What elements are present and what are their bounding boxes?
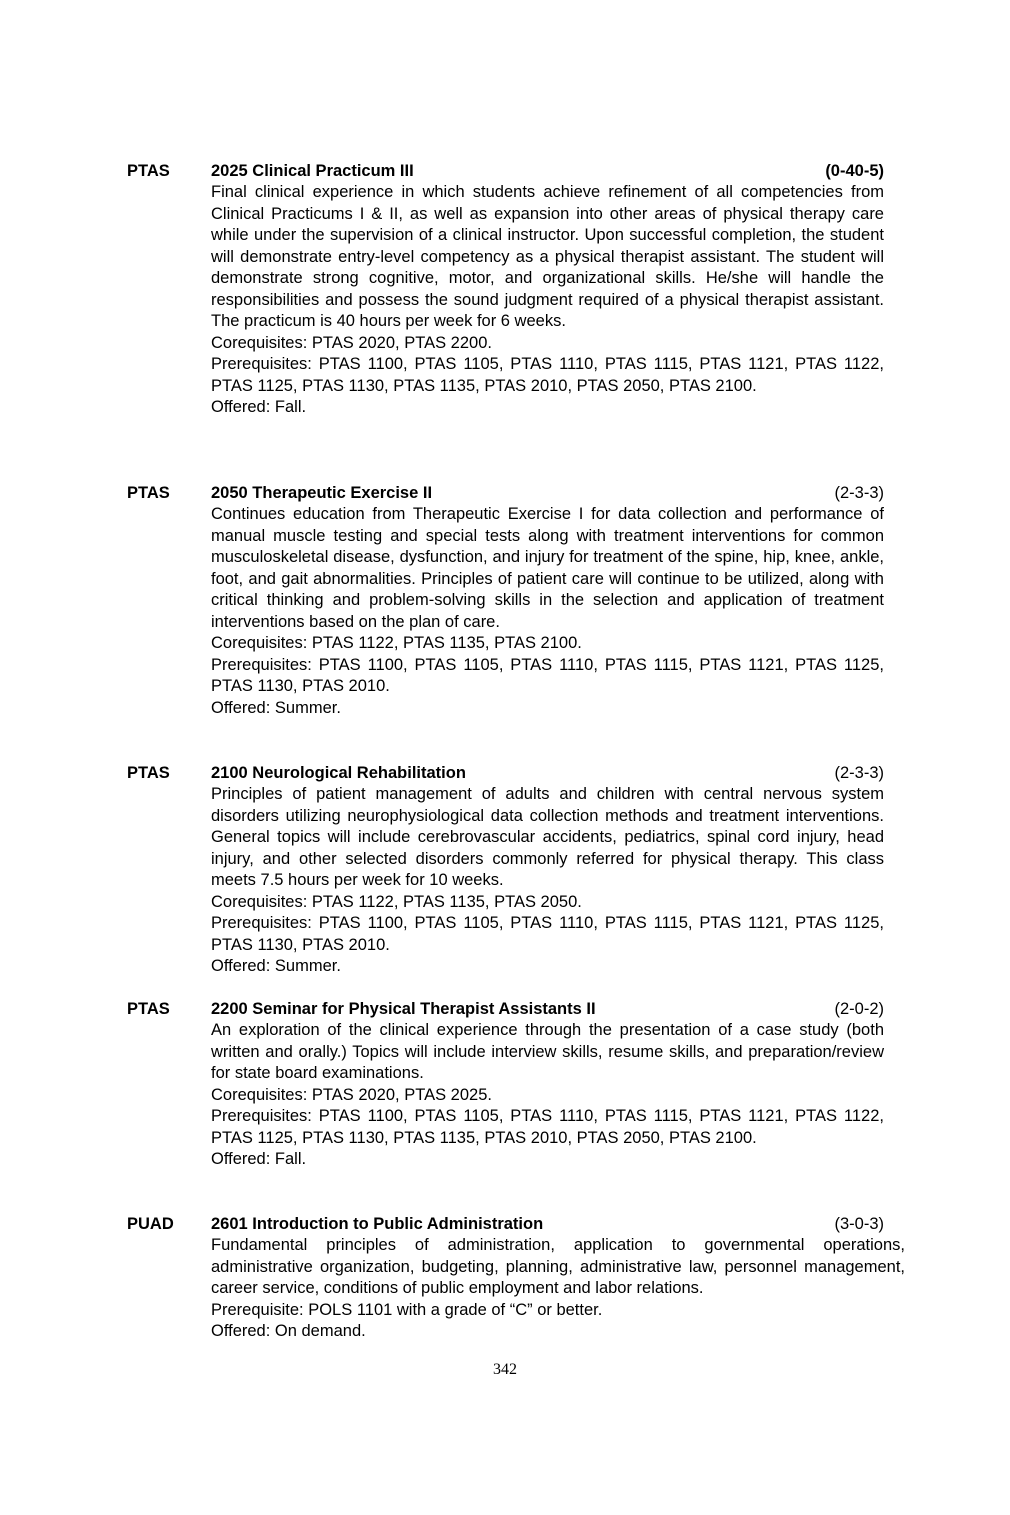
course-body (211, 1020, 884, 1171)
course-body (211, 182, 884, 419)
course-body (211, 1235, 905, 1343)
course-corequisites: Corequisites: PTAS 2020, PTAS 2025. (211, 1085, 492, 1104)
course-description: Principles of patient management of adults and children with central nervous system disorders utilizing neurophysiological data collection methods and treatment interventions. General topics will include cerebrovascular accidents, pediatrics, spinal cord injury, head injury, and other selected disorders commonly referred for physical therapy. This class meets 7.5 hours per week for 10 weeks. (211, 785, 884, 889)
course-credits: (3-0-3) (834, 1215, 884, 1233)
course-department: PTAS (127, 162, 170, 180)
course-prerequisites: Prerequisites: PTAS 1100, PTAS 1105, PTAS 1110, PTAS 1115, PTAS 1121, PTAS 1122, PTAS 1125, PTAS 1130, PTAS 1135, PTAS 2010, PTAS 2050, PTAS 2100. (211, 355, 884, 395)
course-offered: Offered: Fall. (211, 1150, 307, 1168)
course-prerequisites: Prerequisites: PTAS 1100, PTAS 1105, PTAS 1110, PTAS 1115, PTAS 1121, PTAS 1125, PTAS 1130, PTAS 2010. (211, 655, 884, 695)
course-offered: Offered: On demand. (211, 1322, 366, 1340)
course-credits: (2-0-2) (834, 1000, 884, 1018)
course-body (211, 504, 884, 719)
page-number: 342 (493, 1361, 517, 1378)
course-title: 2050 Therapeutic Exercise II (211, 484, 433, 502)
course-header (127, 482, 907, 504)
course-credits: (0-40-5) (825, 162, 884, 180)
course-credits: (2-3-3) (834, 484, 884, 502)
course-department: PTAS (127, 484, 170, 502)
course-body (211, 784, 884, 978)
course-corequisites: Corequisites: PTAS 1122, PTAS 1135, PTAS 2100. (211, 634, 582, 652)
course-entry (127, 160, 907, 419)
course-department: PUAD (127, 1215, 174, 1233)
course-title: 2025 Clinical Practicum III (211, 162, 414, 180)
course-offered: Offered: Summer. (211, 957, 341, 975)
course-corequisites: Corequisites: PTAS 2020, PTAS 2200. (211, 333, 492, 352)
course-department: PTAS (127, 1000, 170, 1018)
course-header (127, 762, 907, 784)
course-header (127, 160, 907, 182)
course-description: Final clinical experience in which students achieve refinement of all competencies from Clinical Practicums I & II, as well as expansion into other areas of physical therapy care while under the supervision of a clinical instructor. Upon successful completion, the student will demonstrate entry-level competency as a physical therapist assistant. The student will demonstrate strong cognitive, motor, and organizational skills. He/she will handle the responsibilities and possess the sound judgment required of a physical therapist assistant. The practicum is 40 hours per week for 6 weeks. (211, 183, 884, 330)
course-entry (127, 1213, 907, 1343)
course-description: Continues education from Therapeutic Exercise I for data collection and performance of manual muscle testing and special tests along with treatment interventions for common musculoskeletal disease, dysfunction, and injury for treatment of the spine, hip, knee, ankle, foot, and gait abnormalities. Principles of patient care will continue to be utilized, along with critical thinking and problem-solving skills in the selection and application of treatment interventions based on the plan of care. (211, 505, 884, 631)
course-title: 2100 Neurological Rehabilitation (211, 764, 466, 782)
course-description: Fundamental principles of administration, application to governmental operations, administrative organization, budgeting, planning, administrative law, personnel management, career service, conditions of public employment and labor relations. (211, 1236, 905, 1297)
course-offered: Offered: Summer. (211, 698, 341, 717)
course-department: PTAS (127, 764, 170, 782)
course-description: An exploration of the clinical experience through the presentation of a case study (both written and orally.) Topics will include interview skills, resume skills, and preparation/review for state board examinations. (211, 1021, 884, 1082)
course-entry (127, 998, 907, 1171)
course-header (127, 998, 907, 1020)
course-entry (127, 482, 907, 719)
course-credits: (2-3-3) (834, 764, 884, 782)
course-prerequisites: Prerequisites: PTAS 1100, PTAS 1105, PTAS 1110, PTAS 1115, PTAS 1121, PTAS 1125, PTAS 1130, PTAS 2010. (211, 914, 884, 954)
course-prerequisites: Prerequisites: PTAS 1100, PTAS 1105, PTAS 1110, PTAS 1115, PTAS 1121, PTAS 1122, PTAS 1125, PTAS 1130, PTAS 1135, PTAS 2010, PTAS 2050, PTAS 2100. (211, 1107, 884, 1147)
course-title: 2601 Introduction to Public Administration (211, 1215, 544, 1233)
course-corequisites: Corequisites: PTAS 1122, PTAS 1135, PTAS 2050. (211, 892, 582, 911)
course-prerequisites: Prerequisite: POLS 1101 with a grade of “C” or better. (211, 1300, 603, 1319)
course-header (127, 1213, 907, 1235)
course-entry (127, 762, 907, 978)
course-offered: Offered: Fall. (211, 398, 307, 416)
course-title: 2200 Seminar for Physical Therapist Assistants II (211, 1000, 596, 1018)
